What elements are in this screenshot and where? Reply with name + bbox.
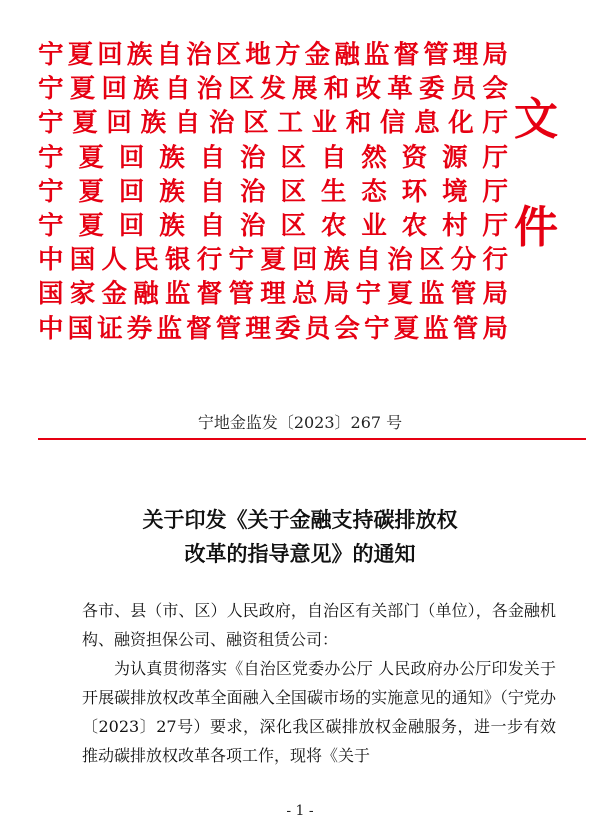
issuer-name: 宁夏回族自治区工业和信息化厅 <box>38 108 508 139</box>
issuer-name: 中国证券监督管理委员会宁夏监管局 <box>38 313 508 344</box>
issuer-name: 宁夏回族自治区农业农村厅 <box>38 210 508 241</box>
issuer-name: 宁夏回族自治区发展和改革委员会 <box>38 74 508 105</box>
title-line: 改革的指导意见》的通知 <box>184 541 416 566</box>
issuer-name: 宁夏回族自治区自然资源厅 <box>38 142 508 173</box>
document-type-label <box>514 96 558 252</box>
page-number: - 1 - <box>286 803 314 819</box>
title-line: 关于印发《关于金融支持碳排放权 <box>142 507 458 532</box>
body-paragraph: 为认真贯彻落实《自治区党委办公厅 人民政府办公厅印发关于开展碳排放权改革全面融入全国碳市场的实施意见的通知》（宁党办〔2023〕27号）要求，深化我区碳排放权金融服务，进一步有效推动碳排放权改革各项工作，现将《关于 <box>82 659 556 765</box>
document-title <box>0 503 600 571</box>
issuer-name: 宁夏回族自治区生态环境厅 <box>38 176 508 207</box>
issuer-name: 国家金融监督管理总局宁夏监管局 <box>38 279 508 310</box>
issuer-list <box>38 38 508 346</box>
red-divider-line <box>38 438 586 440</box>
salutation: 各市、县（市、区）人民政府，自治区有关部门（单位），各金融机构、融资担保公司、融资租赁公司： <box>82 601 556 649</box>
document-body <box>82 596 556 770</box>
document-type-char: 文 <box>514 94 558 145</box>
issuer-name: 宁夏回族自治区地方金融监督管理局 <box>38 40 508 70</box>
document-type-char: 件 <box>514 202 558 253</box>
issuer-name: 中国人民银行宁夏回族自治区分行 <box>38 245 508 276</box>
document-number: 宁地金监发〔2023〕267 号 <box>197 413 403 432</box>
